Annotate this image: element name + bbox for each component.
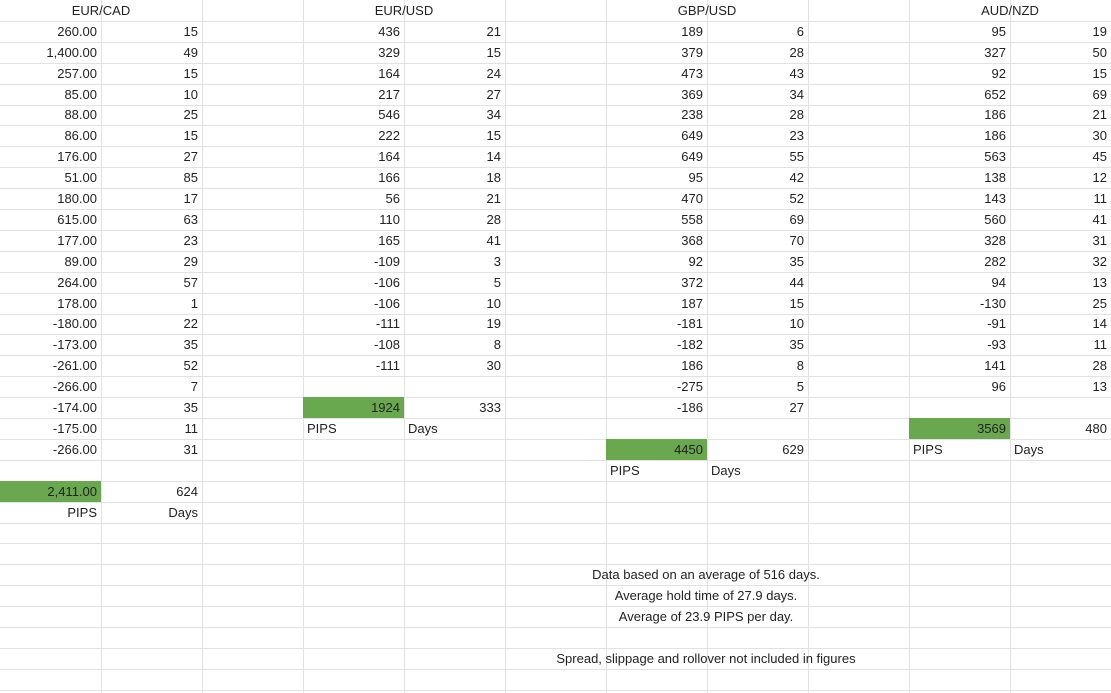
days-cell[interactable]: 5 [796,379,804,394]
days-cell[interactable]: 14 [486,149,501,164]
pips-cell[interactable]: 186 [984,128,1006,143]
pips-cell[interactable]: -181 [676,316,703,331]
days-cell[interactable]: 31 [1092,233,1107,248]
pips-cell[interactable]: 260.00 [57,24,97,39]
pips-cell[interactable]: -91 [987,316,1006,331]
pips-cell[interactable]: 176.00 [57,149,97,164]
pips-cell[interactable]: 327 [984,45,1006,60]
pips-cell[interactable]: -93 [987,337,1006,352]
pips-cell[interactable]: 189 [681,24,703,39]
days-cell[interactable]: 15 [789,296,804,311]
pips-cell[interactable]: -275 [676,379,703,394]
pips-cell[interactable]: 164 [378,66,400,81]
days-cell[interactable]: 31 [183,442,198,457]
days-cell[interactable]: 44 [789,275,804,290]
days-cell[interactable]: 10 [486,296,501,311]
days-cell[interactable]: 55 [789,149,804,164]
days-cell[interactable]: 8 [493,337,501,352]
pips-cell[interactable]: 92 [991,66,1006,81]
days-cell[interactable]: 10 [183,87,198,102]
pips-cell[interactable]: 615.00 [57,212,97,227]
row-gridline [0,523,1111,524]
days-cell[interactable]: 11 [1093,337,1107,352]
days-label[interactable]: Days [408,421,438,436]
pips-cell[interactable]: -186 [676,400,703,415]
pair-header[interactable]: EUR/CAD [71,3,131,18]
days-cell[interactable]: 41 [1092,212,1107,227]
column-gridline [202,0,203,693]
days-cell[interactable]: 28 [1092,358,1107,373]
pips-cell[interactable]: -111 [375,316,400,331]
pips-cell[interactable]: -175.00 [52,421,97,436]
pips-cell[interactable]: 217 [378,87,400,102]
days-cell[interactable]: 35 [183,337,198,352]
pips-label[interactable]: PIPS [913,442,943,457]
days-cell[interactable]: 52 [183,358,198,373]
days-cell[interactable]: 25 [1092,296,1107,311]
pair-header[interactable]: GBP/USD [677,3,737,18]
pips-cell[interactable]: 222 [378,128,400,143]
pips-cell[interactable]: -173.00 [52,337,97,352]
pips-cell[interactable]: 165 [378,233,400,248]
days-cell[interactable]: 15 [183,66,198,81]
pips-cell[interactable]: -174.00 [52,400,97,415]
pips-cell[interactable]: 95 [991,24,1006,39]
days-cell[interactable]: 27 [789,400,804,415]
days-cell[interactable]: 69 [1092,87,1107,102]
days-cell[interactable]: 57 [183,275,198,290]
days-cell[interactable]: 25 [183,107,198,122]
days-cell[interactable]: 50 [1092,45,1107,60]
days-cell[interactable]: 18 [486,170,501,185]
pips-cell[interactable]: -261.00 [52,358,97,373]
days-cell[interactable]: 30 [486,358,501,373]
pips-cell[interactable]: 372 [681,275,703,290]
days-cell[interactable]: 21 [486,191,501,206]
days-cell[interactable]: 34 [789,87,804,102]
pair-header[interactable]: AUD/NZD [981,3,1039,18]
total-pips-cell[interactable]: 1924 [303,397,404,418]
days-cell[interactable]: 35 [183,400,198,415]
days-cell[interactable]: 11 [1093,191,1107,206]
days-cell[interactable]: 63 [183,212,198,227]
days-cell[interactable]: 1 [190,296,198,311]
days-cell[interactable]: 41 [486,233,501,248]
days-cell[interactable]: 28 [486,212,501,227]
row-gridline [0,543,1111,544]
days-cell[interactable]: 6 [796,24,804,39]
days-cell[interactable]: 69 [789,212,804,227]
days-cell[interactable]: 27 [183,149,198,164]
pips-cell[interactable]: 1,400.00 [46,45,97,60]
days-cell[interactable]: 7 [190,379,198,394]
row-gridline [0,669,1111,670]
pips-cell[interactable]: -109 [373,254,400,269]
pips-cell[interactable]: 56 [385,191,400,206]
pips-cell[interactable]: 141 [984,358,1006,373]
pips-cell[interactable]: -106 [373,275,400,290]
summary-note[interactable]: Average hold time of 27.9 days. [614,588,798,603]
days-cell[interactable]: 21 [1092,107,1107,122]
pips-cell[interactable]: -266.00 [52,442,97,457]
days-cell[interactable]: 70 [789,233,804,248]
days-cell[interactable]: 42 [789,170,804,185]
row-gridline [0,627,1111,628]
days-label[interactable]: Days [1014,442,1044,457]
pips-cell[interactable]: 369 [681,87,703,102]
pips-cell[interactable]: 166 [378,170,400,185]
days-cell[interactable]: 32 [1092,254,1107,269]
days-cell[interactable]: 27 [486,87,501,102]
total-days-cell[interactable]: 480 [1085,421,1107,436]
pips-cell[interactable]: 329 [378,45,400,60]
days-cell[interactable]: 49 [183,45,198,60]
pips-cell[interactable]: 652 [984,87,1006,102]
summary-note[interactable]: Average of 23.9 PIPS per day. [618,609,794,624]
days-cell[interactable]: 15 [486,45,501,60]
pips-cell[interactable]: -182 [676,337,703,352]
days-label[interactable]: Days [168,505,198,520]
pips-cell[interactable]: 92 [688,254,703,269]
days-cell[interactable]: 30 [1092,128,1107,143]
pips-cell[interactable]: 282 [984,254,1006,269]
days-cell[interactable]: 15 [183,24,198,39]
pips-cell[interactable]: 110 [379,212,400,227]
days-cell[interactable]: 52 [789,191,804,206]
pips-label[interactable]: PIPS [307,421,337,436]
days-cell[interactable]: 19 [486,316,501,331]
pips-cell[interactable]: 368 [681,233,703,248]
days-cell[interactable]: 43 [789,66,804,81]
row-gridline [0,690,1111,691]
pips-cell[interactable]: 51.00 [64,170,97,185]
pips-cell[interactable]: 88.00 [64,107,97,122]
pips-cell[interactable]: 563 [984,149,1006,164]
pips-cell[interactable]: 186 [681,358,703,373]
pips-label[interactable]: PIPS [67,505,97,520]
total-days-cell[interactable]: 333 [479,400,501,415]
days-cell[interactable]: 13 [1092,379,1107,394]
days-cell[interactable]: 34 [486,107,501,122]
days-cell[interactable]: 15 [1092,66,1107,81]
days-cell[interactable]: 35 [789,337,804,352]
total-pips-cell[interactable]: 2,411.00 [0,481,101,502]
days-cell[interactable]: 24 [486,66,501,81]
pips-cell[interactable]: 164 [378,149,400,164]
pips-cell[interactable]: 558 [681,212,703,227]
days-cell[interactable]: 12 [1092,170,1107,185]
days-cell[interactable]: 35 [789,254,804,269]
days-cell[interactable]: 22 [183,316,198,331]
pips-cell[interactable]: 138 [984,170,1006,185]
pips-cell[interactable]: 177.00 [57,233,97,248]
pair-header[interactable]: EUR/USD [374,3,434,18]
pips-cell[interactable]: 264.00 [57,275,97,290]
pips-cell[interactable]: 379 [681,45,703,60]
days-cell[interactable]: 23 [789,128,804,143]
pips-cell[interactable]: 238 [681,107,703,122]
pips-cell[interactable]: 94 [991,275,1006,290]
pips-cell[interactable]: -108 [373,337,400,352]
days-cell[interactable]: 19 [1092,24,1107,39]
days-cell[interactable]: 8 [796,358,804,373]
days-cell[interactable]: 23 [183,233,198,248]
total-pips-cell[interactable]: 3569 [909,418,1010,439]
summary-note[interactable]: Spread, slippage and rollover not included in figures [556,651,856,666]
pips-cell[interactable]: 178.00 [57,296,97,311]
pips-cell[interactable]: 180.00 [57,191,97,206]
pips-cell[interactable]: -106 [373,296,400,311]
days-cell[interactable]: 28 [789,107,804,122]
pips-cell[interactable]: -180.00 [52,316,97,331]
pips-cell[interactable]: -111 [375,358,400,373]
days-cell[interactable]: 28 [789,45,804,60]
pips-cell[interactable]: 187 [681,296,703,311]
pips-cell[interactable]: -266.00 [52,379,97,394]
pips-cell[interactable]: -130 [979,296,1006,311]
pips-cell[interactable]: 89.00 [64,254,97,269]
pips-cell[interactable]: 86.00 [64,128,97,143]
days-cell[interactable]: 13 [1092,275,1107,290]
days-cell[interactable]: 3 [493,254,501,269]
days-cell[interactable]: 10 [789,316,804,331]
pips-cell[interactable]: 560 [984,212,1006,227]
days-label[interactable]: Days [711,463,741,478]
total-days-cell[interactable]: 624 [176,484,198,499]
days-cell[interactable]: 14 [1092,316,1107,331]
pips-cell[interactable]: 649 [681,128,703,143]
days-cell[interactable]: 45 [1092,149,1107,164]
pips-cell[interactable]: 473 [681,66,703,81]
pips-cell[interactable]: 470 [681,191,703,206]
pips-cell[interactable]: 143 [984,191,1006,206]
days-cell[interactable]: 29 [183,254,198,269]
total-pips-cell[interactable]: 4450 [606,439,707,460]
pips-label[interactable]: PIPS [610,463,640,478]
pips-cell[interactable]: 95 [688,170,703,185]
pips-cell[interactable]: 96 [991,379,1006,394]
days-cell[interactable]: 5 [493,275,501,290]
pips-cell[interactable]: 649 [681,149,703,164]
summary-note[interactable]: Data based on an average of 516 days. [592,567,820,582]
pips-cell[interactable]: 546 [378,107,400,122]
days-cell[interactable]: 21 [486,24,501,39]
pips-cell[interactable]: 328 [984,233,1006,248]
pips-cell[interactable]: 85.00 [64,87,97,102]
days-cell[interactable]: 15 [486,128,501,143]
pips-cell[interactable]: 257.00 [57,66,97,81]
days-cell[interactable]: 85 [183,170,198,185]
days-cell[interactable]: 17 [183,191,198,206]
total-days-cell[interactable]: 629 [782,442,804,457]
days-cell[interactable]: 15 [183,128,198,143]
pips-cell[interactable]: 436 [378,24,400,39]
pips-cell[interactable]: 186 [984,107,1006,122]
days-cell[interactable]: 11 [184,421,198,436]
row-gridline [0,460,1111,461]
